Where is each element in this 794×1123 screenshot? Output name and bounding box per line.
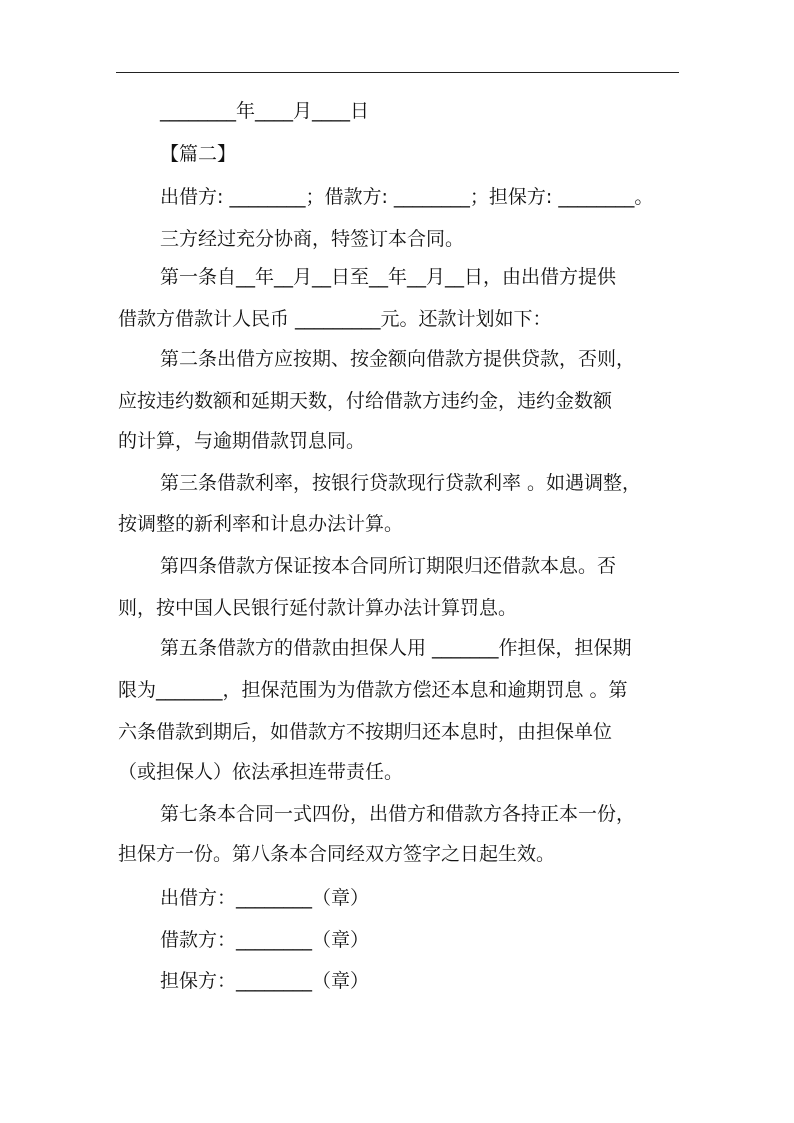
- date-line: ________年____月____日: [160, 100, 370, 122]
- article-4-line-1: 第四条借款方保证按本合同所订期限归还借款本息。否: [160, 555, 617, 577]
- article-4-line-2: 则，按中国人民银行延付款计算办法计算罚息。: [118, 597, 518, 619]
- article-3-line-2: 按调整的新利率和计息办法计算。: [118, 513, 404, 535]
- header-rule: [116, 72, 679, 73]
- article-7-line-2: 担保方一份。第八条本合同经双方签字之日起生效。: [118, 843, 556, 865]
- parties-line: 出借方: ________；借款方: ________；担保方: ________。: [160, 186, 654, 208]
- section-heading: 【篇二】: [160, 143, 237, 165]
- article-5-line-2: 限为_______，担保范围为为借款方偿还本息和逾期罚息 。第: [118, 679, 628, 701]
- article-3-line-1: 第三条借款利率，按银行贷款现行贷款利率 。如遇调整，: [160, 472, 642, 494]
- article-1-line-2: 借款方借款计人民币 _________元。还款计划如下：: [118, 308, 552, 330]
- article-2-line-1: 第二条出借方应按期、按金额向借款方提供贷款，否则，: [160, 348, 636, 370]
- article-1-line-1: 第一条自__年__月__日至__年__月__日，由出借方提供: [160, 266, 617, 288]
- article-2-line-2: 应按违约数额和延期天数，付给借款方违约金，违约金数额: [118, 390, 613, 412]
- signature-guarantor: 担保方：________（章）: [160, 970, 370, 992]
- signature-borrower: 借款方：________（章）: [160, 929, 370, 951]
- signature-lender: 出借方：________（章）: [160, 887, 370, 909]
- article-5-line-1: 第五条借款方的借款由担保人用 _______作担保，担保期: [160, 637, 632, 659]
- intro-line: 三方经过充分协商，特签订本合同。: [160, 228, 465, 250]
- article-6-line-1: 六条借款到期后，如借款方不按期归还本息时，由担保单位: [118, 721, 613, 743]
- article-6-line-2: （或担保人）依法承担连带责任。: [118, 761, 404, 783]
- article-7-line-1: 第七条本合同一式四份，出借方和借款方各持正本一份，: [160, 803, 636, 825]
- article-2-line-3: 的计算，与逾期借款罚息同。: [118, 430, 366, 452]
